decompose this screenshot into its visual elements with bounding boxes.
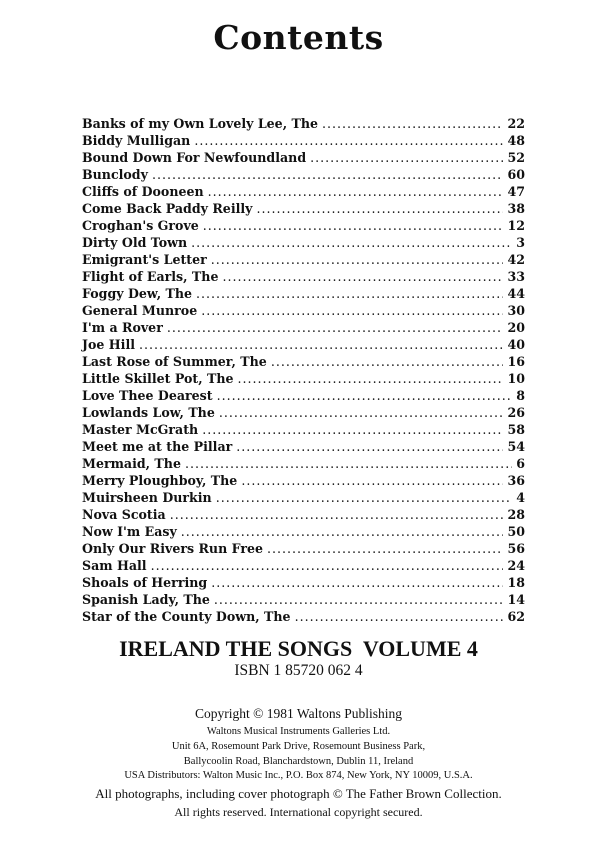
song-title: Emigrant's Letter (82, 252, 207, 267)
page-number: 62 (507, 609, 525, 624)
song-title: Come Back Paddy Reilly (82, 201, 253, 216)
page-number: 50 (507, 524, 525, 539)
song-title: Cliffs of Dooneen (82, 184, 204, 199)
contents-entry (82, 200, 525, 217)
contents-entry (82, 591, 525, 608)
contents-entry (82, 336, 525, 353)
contents-entry (82, 455, 525, 472)
song-title: Sam Hall (82, 558, 147, 573)
page-number: 36 (507, 473, 525, 488)
dot-leader (217, 387, 513, 404)
dot-leader (201, 302, 503, 319)
dot-leader (151, 557, 504, 574)
page-number: 3 (516, 235, 525, 250)
dot-leader (181, 523, 504, 540)
song-title: Foggy Dew, The (82, 286, 193, 301)
contents-entry (82, 319, 525, 336)
address-line: Waltons Musical Instruments Galleries Ltd. (206, 726, 391, 737)
dot-leader (216, 489, 513, 506)
dot-leader (219, 404, 504, 421)
contents-entry (82, 234, 525, 251)
song-title: Mermaid, The (82, 456, 181, 471)
page-number: 18 (507, 575, 525, 590)
contents-entry (82, 472, 525, 489)
contents-entry (82, 489, 525, 506)
dot-leader (236, 438, 503, 455)
page-number: 10 (507, 371, 525, 386)
contents-entry (82, 370, 525, 387)
address-line: Ballycoolin Road, Blanchardstown, Dublin 11, Ireland (183, 756, 414, 767)
dot-leader (167, 319, 504, 336)
song-title: Master McGrath (82, 422, 199, 437)
contents-entry (82, 523, 525, 540)
page-number: 28 (507, 507, 525, 522)
contents-entry (82, 387, 525, 404)
page-number: 14 (507, 592, 525, 607)
contents-entry (82, 557, 525, 574)
dot-leader (185, 455, 512, 472)
page-number: 26 (507, 405, 525, 420)
song-title: Last Rose of Summer, The (82, 354, 267, 369)
contents-entry (82, 574, 525, 591)
song-title: Meet me at the Pillar (82, 439, 233, 454)
dot-leader (295, 608, 504, 625)
song-title: I'm a Rover (82, 320, 163, 335)
song-title: Croghan's Grove (82, 218, 199, 233)
song-title: Lowlands Low, The (82, 405, 215, 420)
page-number: 6 (516, 456, 525, 471)
page-number: 33 (507, 269, 525, 284)
song-title: General Munroe (82, 303, 198, 318)
contents-entry (82, 217, 525, 234)
dot-leader (203, 217, 504, 234)
contents-entry (82, 115, 525, 132)
contents-entry (82, 149, 525, 166)
dot-leader (194, 132, 503, 149)
page-number: 8 (516, 388, 525, 403)
song-title: Spanish Lady, The (82, 592, 210, 607)
dot-leader (139, 336, 503, 353)
dot-leader (214, 591, 504, 608)
page-number: 60 (507, 167, 525, 182)
contents-entry (82, 251, 525, 268)
dot-leader (256, 200, 503, 217)
contents-entry (82, 608, 525, 625)
dot-leader (310, 149, 503, 166)
page-number: 16 (507, 354, 525, 369)
dot-leader (271, 353, 504, 370)
dot-leader (238, 370, 504, 387)
page-number: 30 (507, 303, 525, 318)
song-title: Bunclody (82, 167, 148, 182)
contents-entry (82, 353, 525, 370)
contents-entry (82, 285, 525, 302)
page-number: 48 (507, 133, 525, 148)
dot-leader (241, 472, 503, 489)
dot-leader (267, 540, 503, 557)
dot-leader (222, 268, 503, 285)
page-number: 44 (507, 286, 525, 301)
song-title: Merry Ploughboy, The (82, 473, 238, 488)
page-number: 58 (507, 422, 525, 437)
song-title: Star of the County Down, The (82, 609, 291, 624)
dot-leader (211, 574, 503, 591)
page-number: 40 (507, 337, 525, 352)
page-number: 24 (507, 558, 525, 573)
song-title: Dirty Old Town (82, 235, 188, 250)
song-title: Now I'm Easy (82, 524, 177, 539)
dot-leader (208, 183, 504, 200)
page-number: 38 (507, 201, 525, 216)
contents-entry (82, 268, 525, 285)
song-title: Little Skillet Pot, The (82, 371, 234, 386)
rights-notice: All rights reserved. International copyright secured. (174, 805, 423, 819)
page-number: 20 (507, 320, 525, 335)
contents-entry (82, 438, 525, 455)
dot-leader (211, 251, 504, 268)
contents-entry (82, 183, 525, 200)
dot-leader (202, 421, 503, 438)
contents-entry (82, 540, 525, 557)
page-number: 22 (507, 116, 525, 131)
contents-entry (82, 506, 525, 523)
photo-credit: All photographs, including cover photograph © The Father Brown Collection. (95, 786, 502, 801)
page-number: 52 (507, 150, 525, 165)
page-number: 42 (507, 252, 525, 267)
song-title: Shoals of Herring (82, 575, 208, 590)
contents-entry (82, 404, 525, 421)
contents-list (82, 115, 525, 625)
contents-entry (82, 166, 525, 183)
song-title: Nova Scotia (82, 507, 166, 522)
dot-leader (191, 234, 512, 251)
dot-leader (322, 115, 503, 132)
address-line: USA Distributors: Walton Music Inc., P.O. Box 874, New York, NY 10009, U.S.A. (124, 770, 473, 781)
dot-leader (170, 506, 504, 523)
song-title: Biddy Mulligan (82, 133, 191, 148)
song-title: Joe Hill (82, 337, 136, 352)
page-number: 4 (516, 490, 525, 505)
song-title: Love Thee Dearest (82, 388, 213, 403)
song-title: Only Our Rivers Run Free (82, 541, 263, 556)
song-title: Banks of my Own Lovely Lee, The (82, 116, 319, 131)
song-title: Muirsheen Durkin (82, 490, 212, 505)
address-line: Unit 6A, Rosemount Park Drive, Rosemount Business Park, (171, 741, 426, 752)
dot-leader (152, 166, 504, 183)
page-number: 56 (507, 541, 525, 556)
book-title: IRELAND THE SONGS VOLUME 4 (119, 636, 478, 661)
page-title: Contents (213, 18, 384, 57)
dot-leader (196, 285, 503, 302)
contents-entry (82, 132, 525, 149)
copyright-notice: Copyright © 1981 Waltons Publishing (195, 706, 402, 721)
song-title: Flight of Earls, The (82, 269, 219, 284)
contents-entry (82, 421, 525, 438)
page-number: 54 (507, 439, 525, 454)
song-title: Bound Down For Newfoundland (82, 150, 307, 165)
page-number: 12 (507, 218, 525, 233)
page-number: 47 (507, 184, 525, 199)
contents-entry (82, 302, 525, 319)
isbn: ISBN 1 85720 062 4 (234, 662, 363, 679)
